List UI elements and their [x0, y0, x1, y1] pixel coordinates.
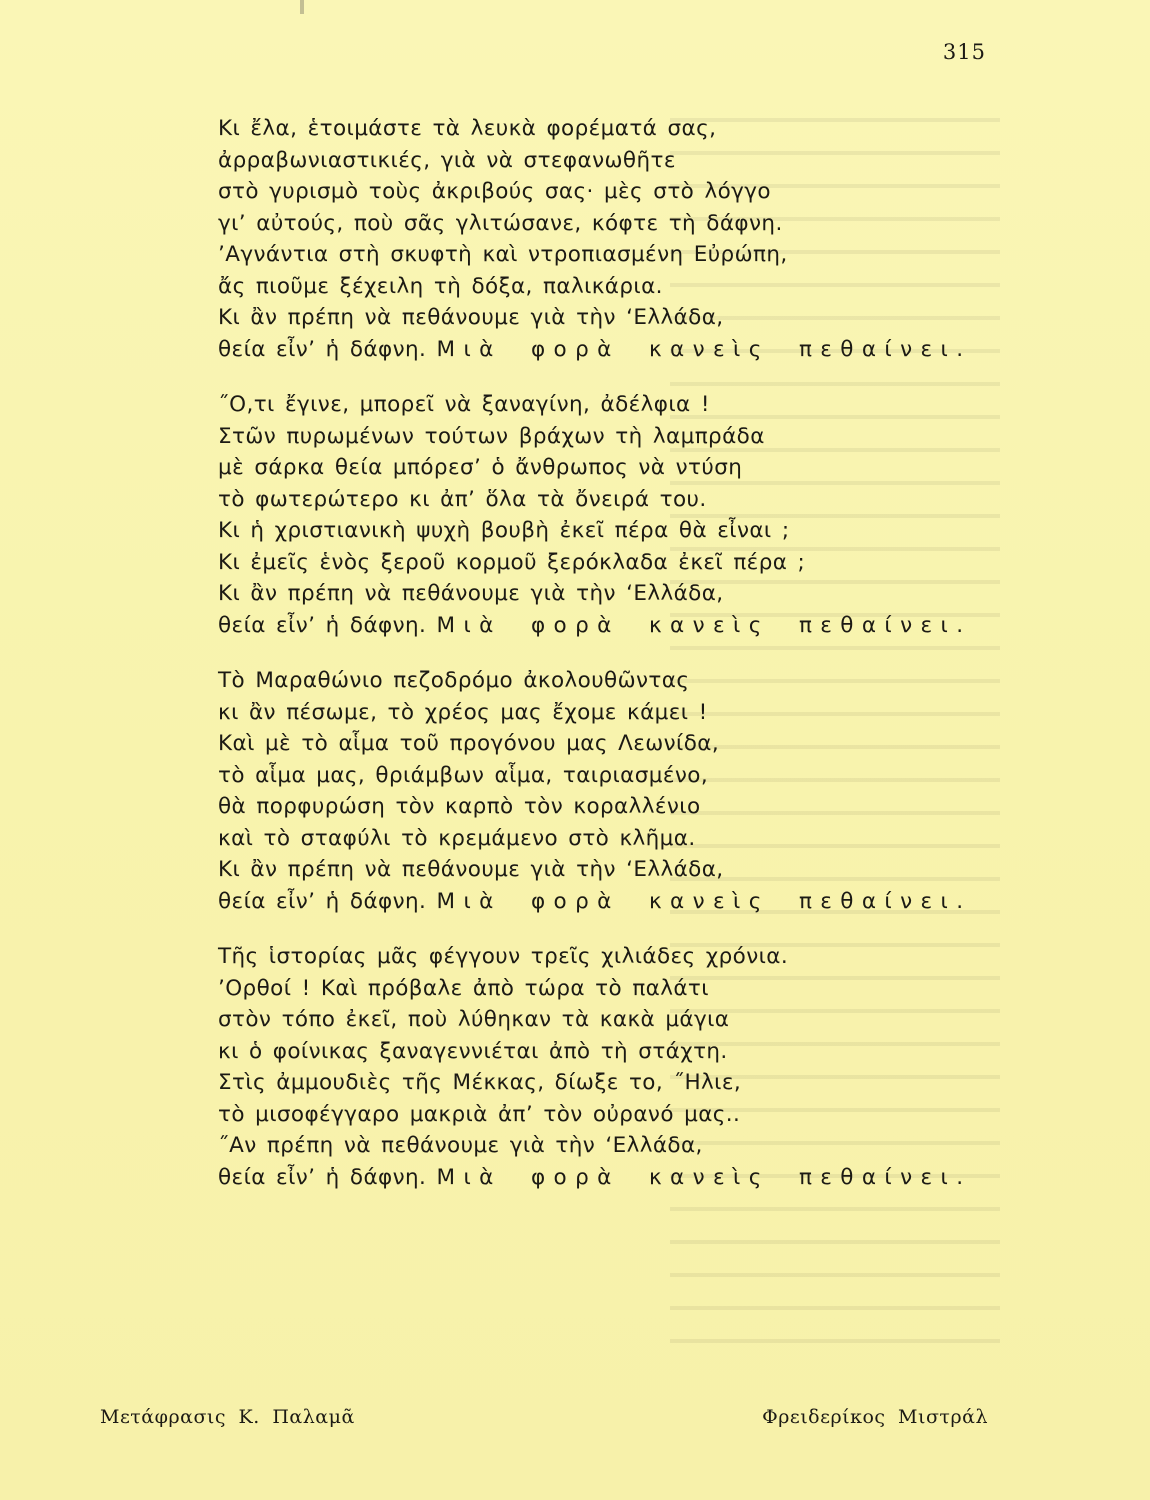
poem-line: ˝Αν πρέπη νὰ πεθάνουμε γιὰ τὴν ‘Ελλάδα, [218, 1133, 703, 1158]
refrain-line [218, 334, 1018, 366]
poem-line: στὸ γυρισμὸ τοὺς ἀκριβούς σας· μὲς στὸ λόγγο [218, 179, 771, 204]
stanza [218, 941, 1018, 1193]
poem-line: Τὸ Μαραθώνιο πεζοδρόμο ἀκολουθῶντας [218, 668, 690, 693]
page-footer [100, 1406, 988, 1428]
poem-line: τὸ φωτερώτερο κι ἀπ’ ὅλα τὰ ὄνειρά του. [218, 486, 707, 512]
poem-line: κι ὁ φοίνικας ξαναγεννιέται ἀπὸ τὴ στάχτη. [218, 1038, 728, 1064]
poem-line: στὸν τόπο ἐκεῖ, ποὺ λύθηκαν τὰ κακὰ μάγια [218, 1007, 730, 1032]
poem-line: καὶ τὸ σταφύλι τὸ κρεμάμενο στὸ κλῆμα. [218, 825, 696, 851]
poem-line: Στῶν πυρωμένων τούτων βράχων τὴ λαμπράδα [218, 423, 765, 449]
refrain-spaced: Μιὰ φορὰ κανεὶς πεθαίνει. [436, 336, 972, 362]
poem-line: Κι ἂν πρέπη νὰ πεθάνουμε γιὰ τὴν ‘Ελλάδα, [218, 581, 724, 606]
refrain-lead: θεία εἶν’ ἡ δάφνη. [218, 612, 427, 638]
poem-line: μὲ σάρκα θεία μπόρεσ’ ὁ ἄνθρωπος νὰ ντύση [218, 455, 743, 480]
refrain-line [218, 1162, 1018, 1194]
poem-line: Καὶ μὲ τὸ αἷμα τοῦ προγόνου μας Λεωνίδα, [218, 731, 720, 756]
stanza [218, 389, 1018, 641]
poem-line: Κι ἔλα, ἑτοιμάστε τὰ λευκὰ φορέματά σας, [218, 116, 717, 141]
refrain-lead: θεία εἶν’ ἡ δάφνη. [218, 1164, 427, 1190]
poem-line: Κι ἂν πρέπη νὰ πεθάνουμε γιὰ τὴν ‘Ελλάδα, [218, 305, 724, 330]
author-credit: Φρειδερίκος Μιστράλ [762, 1406, 988, 1428]
refrain-lead: θεία εἶν’ ἡ δάφνη. [218, 888, 427, 914]
refrain-spaced: Μιὰ φορὰ κανεὶς πεθαίνει. [436, 1164, 972, 1190]
translator-credit: Μετάφρασις Κ. Παλαμᾶ [100, 1406, 355, 1428]
poem-line: Τῆς ἱστορίας μᾶς φέγγουν τρεῖς χιλιάδες χρόνια. [218, 944, 789, 969]
refrain-lead: θεία εἶν’ ἡ δάφνη. [218, 336, 427, 362]
stanza [218, 113, 1018, 365]
poem-line: τὸ μισοφέγγαρο μακριὰ ἀπ’ τὸν οὐρανό μας.. [218, 1101, 741, 1127]
page-number: 315 [942, 40, 986, 64]
poem-line: Κι ἐμεῖς ἑνὸς ξεροῦ κορμοῦ ξερόκλαδα ἐκεῖ πέρα ; [218, 549, 806, 575]
stanza [218, 665, 1018, 917]
refrain-line [218, 610, 1018, 642]
poem-line: γι’ αὐτούς, ποὺ σᾶς γλιτώσανε, κόφτε τὴ δάφνη. [218, 210, 783, 236]
poem-line: ἄς πιοῦμε ξέχειλη τὴ δόξα, παλικάρια. [218, 273, 663, 299]
poem-line: ’Ορθοί ! Καὶ πρόβαλε ἀπὸ τώρα τὸ παλάτι [218, 975, 709, 1001]
poem-line: κι ἂν πέσωμε, τὸ χρέος μας ἔχομε κάμει ! [218, 699, 708, 725]
poem-line: Στὶς ἀμμουδιὲς τῆς Μέκκας, δίωξε το, ˝Ηλιε, [218, 1070, 742, 1095]
poem-line: τὸ αἷμα μας, θριάμβων αἷμα, ταιριασμένο, [218, 762, 709, 788]
refrain-spaced: Μιὰ φορὰ κανεὶς πεθαίνει. [436, 888, 972, 914]
poem-line: Κι ἡ χριστιανικὴ ψυχὴ βουβὴ ἐκεῖ πέρα θὰ εἶναι ; [218, 518, 790, 543]
poem-line: ἀρραβωνιαστικιές, γιὰ νὰ στεφανωθῆτε [218, 147, 676, 173]
poem [218, 113, 1018, 1217]
poem-line: ’Αγνάντια στὴ σκυφτὴ καὶ ντροπιασμένη Εὐρώπη, [218, 242, 788, 267]
poem-line: θὰ πορφυρώση τὸν καρπὸ τὸν κοραλλένιο [218, 794, 701, 819]
refrain-spaced: Μιὰ φορὰ κανεὶς πεθαίνει. [436, 612, 972, 638]
poem-line: ˝Ο,τι ἔγινε, μπορεῖ νὰ ξαναγίνη, ἀδέλφια ! [218, 392, 710, 417]
refrain-line [218, 886, 1018, 918]
scan-edge-mark [300, 0, 304, 14]
poem-line: Κι ἂν πρέπη νὰ πεθάνουμε γιὰ τὴν ‘Ελλάδα, [218, 857, 724, 882]
